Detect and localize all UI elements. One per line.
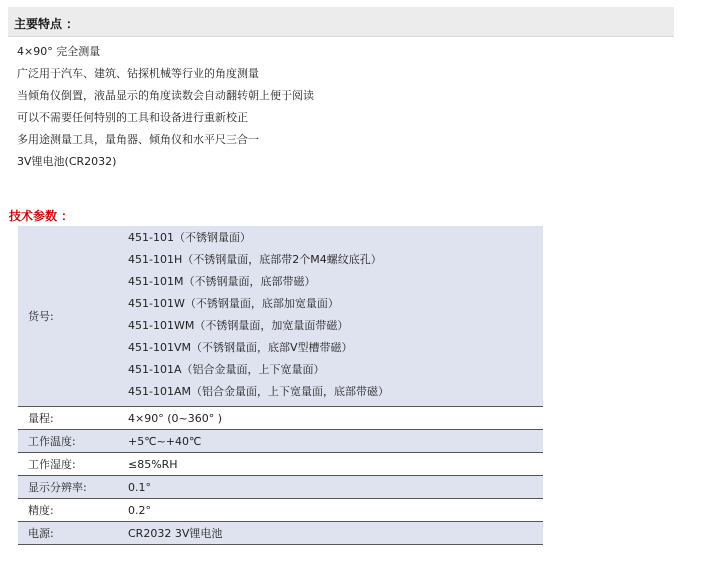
model-item: 451-101W（不锈钢量面，底部加宽量面）	[128, 297, 339, 310]
spec-label: 精度:	[18, 499, 128, 522]
spec-row-range	[18, 407, 543, 430]
spec-value: 0.1°	[128, 476, 543, 499]
spec-label: 显示分辨率:	[18, 476, 128, 499]
spec-row-humidity	[18, 453, 543, 476]
spec-label: 工作温度:	[18, 430, 128, 453]
features-title: 主要特点 ：	[14, 17, 79, 31]
spec-row-power	[18, 522, 543, 545]
spec-row-temperature	[18, 430, 543, 453]
feature-item: 4×90° 完全测量	[17, 45, 101, 58]
feature-item: 3V锂电池(CR2032)	[17, 155, 117, 168]
spec-value: 0.2°	[128, 499, 543, 522]
spec-value: ≤85%RH	[128, 453, 543, 476]
model-item: 451-101M（不锈钢量面，底部带磁）	[128, 275, 316, 288]
spec-label: 电源:	[18, 522, 128, 545]
model-item: 451-101H（不锈钢量面，底部带2个M4螺纹底孔）	[128, 253, 382, 266]
feature-item: 广泛用于汽车、建筑、钻探机械等行业的角度测量	[17, 67, 259, 80]
specs-table	[18, 226, 543, 545]
model-item: 451-101AM（铝合金量面，上下宽量面，底部带磁）	[128, 385, 389, 398]
spec-label: 工作湿度:	[18, 453, 128, 476]
model-item: 451-101A（铝合金量面，上下宽量面）	[128, 363, 325, 376]
spec-row-resolution	[18, 476, 543, 499]
feature-item: 多用途测量工具，量角器、倾角仪和水平尺三合一	[17, 133, 259, 146]
model-list	[128, 226, 543, 407]
model-label: 货号:	[18, 226, 128, 407]
model-item: 451-101VM（不锈钢量面，底部V型槽带磁）	[128, 341, 353, 354]
spec-value: 4×90° (0~360° )	[128, 407, 543, 430]
spec-value: CR2032 3V锂电池	[128, 522, 543, 545]
feature-item: 可以不需要任何特别的工具和设备进行重新校正	[17, 111, 248, 124]
model-row	[18, 226, 543, 407]
model-item: 451-101WM（不锈钢量面，加宽量面带磁）	[128, 319, 349, 332]
spec-label: 量程:	[18, 407, 128, 430]
features-list	[17, 43, 314, 175]
spec-row-accuracy	[18, 499, 543, 522]
features-header	[8, 7, 674, 37]
model-item: 451-101（不锈钢量面）	[128, 231, 251, 244]
spec-value: +5℃~+40℃	[128, 430, 543, 453]
feature-item: 当倾角仪倒置，液晶显示的角度读数会自动翻转朝上便于阅读	[17, 89, 314, 102]
specs-title: 技术参数 ：	[9, 209, 74, 223]
